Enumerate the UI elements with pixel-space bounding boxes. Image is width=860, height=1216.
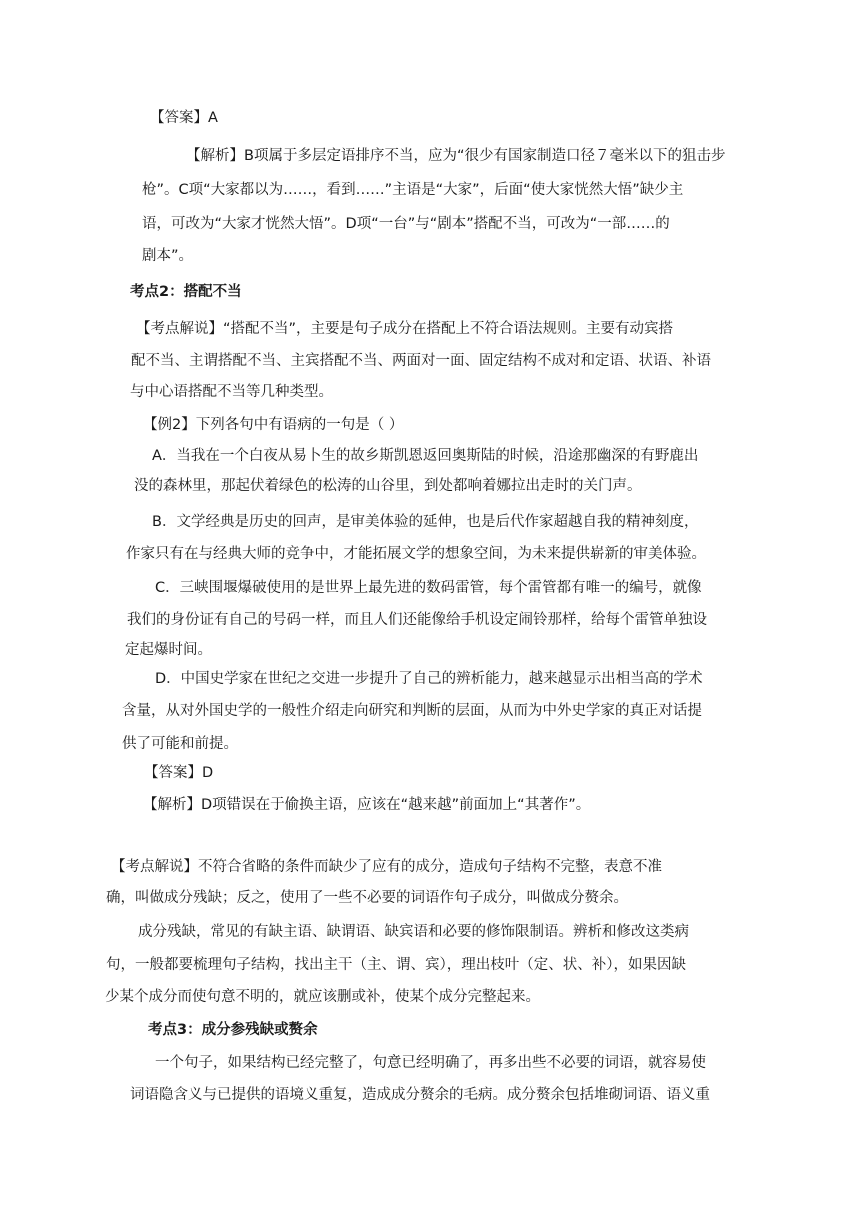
option-d-line: 供了可能和前提。	[122, 736, 238, 752]
explanation-paragraph-line: 句，一般都要梳理句子结构，找出主干（主、谓、宾），理出枝叶（定、状、补），如果因缺	[106, 957, 686, 973]
analysis-paragraph-line: 枪”。C项“大家都以为……，看到……”主语是“大家”，后面“使大家恍然大悟”缺少主	[142, 182, 684, 198]
option-c-line: 定起爆时间。	[125, 642, 212, 658]
analysis-paragraph-line: 语，可改为“大家才恍然大悟”。D项“一台”与“剧本”搭配不当，可改为“一部……的	[142, 216, 670, 232]
body-paragraph-line: 一个句子，如果结构已经完整了，句意已经明确了，再多出些不必要的词语，就容易使	[155, 1055, 706, 1071]
analysis-paragraph-line: 剧本”。	[142, 248, 194, 264]
explanation-paragraph-line: 【考点解说】“搭配不当”，主要是句子成分在搭配上不符合语法规则。主要有动宾搭	[136, 321, 674, 337]
explanation-paragraph-line: 少某个成分而使句意不明的，就应该删或补，使某个成分完整起来。	[105, 989, 540, 1005]
option-c-line: C．三峡围堰爆破使用的是世界上最先进的数码雷管，每个雷管都有唯一的编号，就像	[155, 580, 702, 596]
option-a-line: 没的森林里，那起伏着绿色的松涛的山谷里，到处都响着娜拉出走时的关门声。	[134, 478, 642, 494]
explanation-paragraph-line: 与中心语搭配不当等几种类型。	[130, 384, 333, 400]
option-d-line: D．中国史学家在世纪之交进一步提升了自己的辨析能力，越来越显示出相当高的学术	[155, 671, 703, 687]
option-c-line: 我们的身份证有自己的号码一样，而且人们还能像给手机设定闹铃那样，给每个雷管单独设	[127, 612, 707, 628]
answer-label-2: 【答案】D	[144, 765, 214, 781]
explanation-paragraph-line: 配不当、主谓搭配不当、主宾搭配不当、两面对一面、固定结构不成对和定语、状语、补语	[131, 353, 711, 369]
option-b-line: B．文学经典是历史的回声，是审美体验的延伸，也是后代作家超越自我的精神刻度，	[152, 514, 699, 530]
explanation-paragraph-line: 【考点解说】不符合省略的条件而缺少了应有的成分，造成句子结构不完整，表意不准	[111, 859, 662, 875]
section-heading-3: 考点3：成分参残缺或赘余	[148, 1022, 318, 1038]
analysis-paragraph-line: 【解析】B项属于多层定语排序不当，应为“很少有国家制造口径７毫米以下的狙击步	[186, 148, 726, 164]
example-question: 【例2】下列各句中有语病的一句是（ ）	[143, 417, 404, 433]
option-a-line: A．当我在一个白夜从易卜生的故乡斯凯恩返回奥斯陆的时候，沿途那幽深的有野鹿出	[152, 448, 699, 464]
analysis-line-2: 【解析】D项错误在于偷换主语，应该在“越来越”前面加上“其著作”。	[143, 797, 591, 813]
explanation-paragraph-line: 确，叫做成分残缺；反之，使用了一些不必要的词语作句子成分，叫做成分赘余。	[106, 890, 628, 906]
option-b-line: 作家只有在与经典大师的竞争中，才能拓展文学的想象空间，为未来提供崭新的审美体验。	[126, 546, 706, 562]
answer-label-1: 【答案】A	[150, 110, 218, 126]
section-heading-2: 考点2：搭配不当	[130, 284, 242, 300]
option-d-line: 含量，从对外国史学的一般性介绍走向研究和判断的层面，从而为中外史学家的真正对话提	[122, 703, 702, 719]
body-paragraph-line: 词语隐含义与已提供的语境义重复，造成成分赘余的毛病。成分赘余包括堆砌词语、语义重	[130, 1087, 710, 1103]
explanation-paragraph-line: 成分残缺，常见的有缺主语、缺谓语、缺宾语和必要的修饰限制语。辨析和修改这类病	[138, 924, 689, 940]
